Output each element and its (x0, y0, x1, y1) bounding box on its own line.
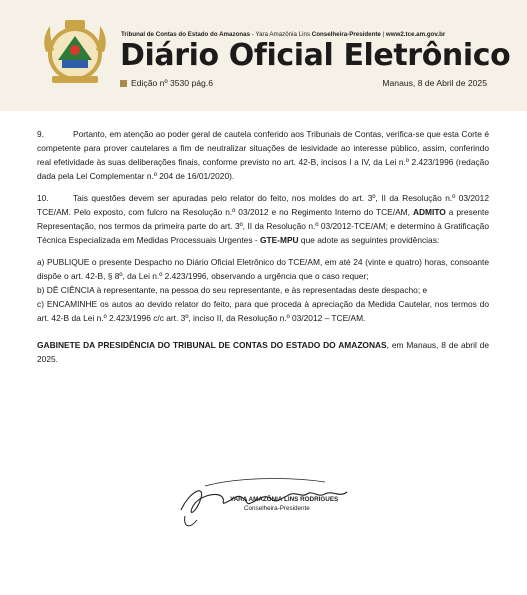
paragraph-text: que adote as seguintes providências: (298, 235, 440, 245)
gabinete-text: , em Manaus, 8 de abril de 2025. (37, 340, 489, 364)
signatory-name: YARA AMAZÔNIA LINS RODRIGUES (230, 496, 339, 503)
item-b: b) DÊ CIÊNCIA à representante, na pessoa do seu representante, e às representadas deste despacho; e (37, 285, 428, 295)
page-title: Diário Oficial Eletrônico (120, 38, 511, 73)
document-body (37, 127, 489, 366)
edition-label: Edição nº 3530 pág.6 (131, 78, 213, 88)
header-banner (0, 0, 527, 111)
paragraph-text: Portanto, em atenção ao poder geral de cautela conferido aos Tribunais de Contas, verifica-se que esta Corte é competente para prover cautelares a fim de neutralizar situações de lesividade ao interesse público, assim, conferindo real efetividade às suas deliberações finais, conforme previsto no art. 42-B, incisos I a IV, da Lei n.º 2.423/1996 (redação dada pela Lei Complementar n.º 204 de 16/01/2020). (37, 129, 489, 181)
header-separator-1: - (250, 31, 256, 38)
bold-gte-mpu: GTE-MPU (259, 235, 299, 245)
item-c: c) ENCAMINHE os autos ao devido relator do feito, para que proceda à apreciação da Medida Cautelar, nos termos do art. 42-B da Lei n.º 2.423/1996 c/c art. 3º, inciso II, da Resolução n.º 03/2012 – TCE/AM. (37, 299, 489, 323)
paragraph-number: 10. (37, 193, 49, 203)
tce-seal-icon (38, 16, 112, 88)
paragraph-10 (37, 191, 489, 247)
paragraph-text: a presente Representação, nos termos da primeira parte do art. 3º, II da Resolução n.º 03/2012-TCE/AM; e determino à Gratificação Técnica Especializada em Medidas Processuais Urgentes - (37, 207, 489, 245)
header-role: Conselheira-Presidente (311, 31, 381, 38)
header-separator-2: | (380, 31, 386, 38)
header-person: Yara Amazônia Lins (255, 31, 311, 38)
paragraph-number: 9. (37, 129, 44, 139)
bold-admito: ADMITO (412, 207, 446, 217)
header-info-line (121, 31, 487, 38)
header-date: Manaus, 8 de Abril de 2025 (382, 78, 487, 88)
square-bullet-icon (120, 80, 127, 87)
gabinete-heading: GABINETE DA PRESIDÊNCIA DO TRIBUNAL DE CONTAS DO ESTADO DO AMAZONAS (37, 340, 387, 350)
header-institution: Tribunal de Contas do Estado do Amazonas (121, 31, 251, 38)
paragraph-text: Tais questões devem ser apuradas pelo relator do feito, nos moldes do art. 3º, II da Resolução n.º 03/2012 TCE/AM. Pelo exposto, com fulcro na Resolução n.º 03/2012 e no Regimento Interno do TCE/AM, (37, 193, 489, 217)
paragraph-9 (37, 127, 489, 183)
edition-info (120, 78, 213, 88)
header-website: www2.tce.am.gov.br (385, 31, 446, 38)
item-a: a) PUBLIQUE o presente Despacho no Diário Oficial Eletrônico do TCE/AM, em até 24 (vinte e quatro) horas, consoante dispõe o art. 42-B, § 8º, da Lei n.º 2.423/1996, observando a urgência que o caso requer; (37, 257, 489, 281)
gabinete-closing (37, 338, 489, 366)
signatory-role: Conselheira-Presidente (244, 505, 310, 512)
